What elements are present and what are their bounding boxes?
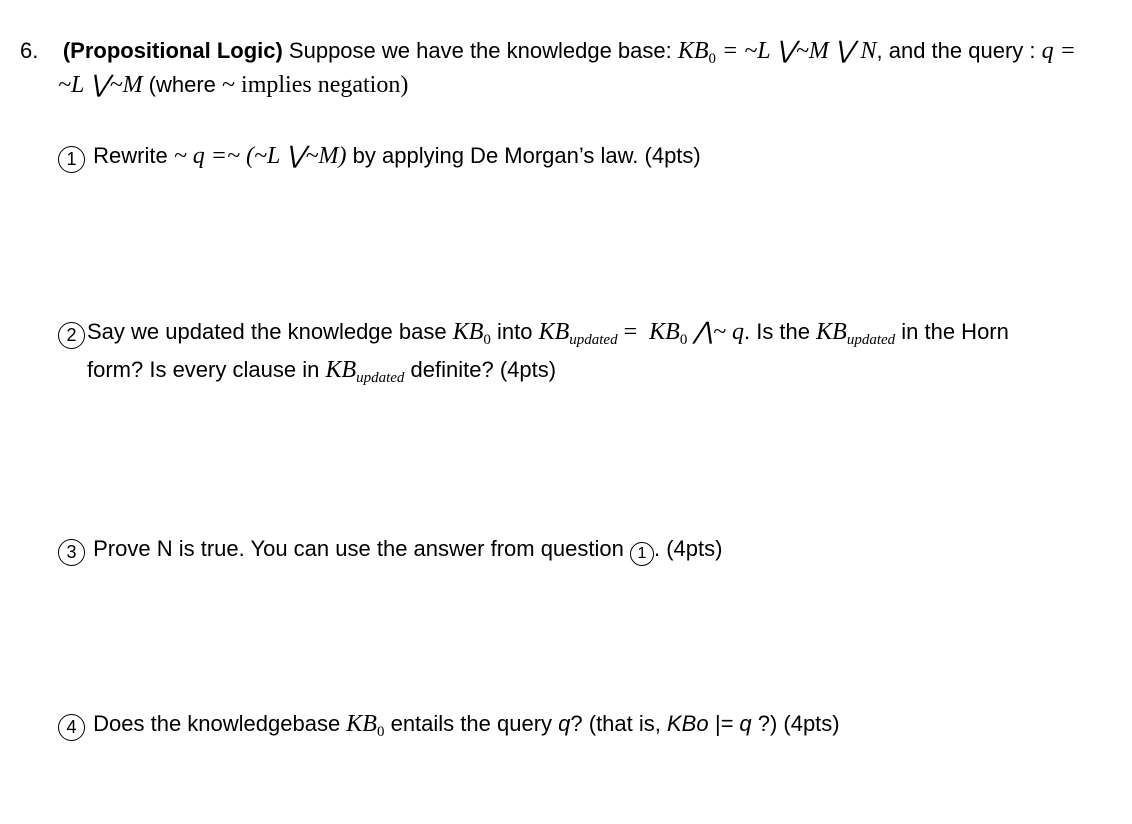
part-4-q: q (558, 711, 571, 736)
part-1 (58, 141, 701, 173)
part-4-kb0: $KB_0$ (346, 711, 385, 740)
part-2-equals: = (617, 319, 650, 345)
query-symbol: q = (1041, 38, 1076, 64)
part-1-math: ~ q =~ (~L ⋁~M) (173, 143, 347, 169)
part-2-definite: definite? (4pts) (404, 357, 557, 382)
part-3-text: Prove N is true. You can use the answer from question (93, 536, 630, 561)
question-number: 6. (20, 38, 39, 63)
part-2-horn: in the Horn (895, 319, 1009, 344)
part-4-text: Does the knowledgebase (93, 711, 347, 736)
part-1-text: Rewrite (93, 143, 174, 168)
question-intro-cont: , and the query : (876, 38, 1042, 63)
part-4-entail-expr: KBo |= q (666, 711, 752, 736)
part-2-kb-updated-b: $KB_{updated}$ (816, 319, 896, 348)
question-intro: Suppose we have the knowledge base: (282, 38, 678, 63)
part-2-kb0-b: $KB_0$ (649, 319, 688, 348)
part-3-text-cont: . (4pts) (653, 536, 723, 561)
part-3-ref-marker: 1 (630, 542, 654, 566)
part-4 (58, 709, 840, 741)
part-3-marker: 3 (58, 539, 85, 566)
where-text: (where (142, 72, 223, 97)
part-2-text: Say we updated the knowledge base (87, 319, 453, 344)
part-2-kb-updated: $KB_{updated}$ (538, 319, 618, 348)
negation-note: ~ implies negation) (222, 72, 409, 98)
part-2-marker: 2 (58, 322, 85, 349)
part-2-line-2 (87, 355, 556, 385)
kb0-expression: = ~L ⋁~M ⋁ N (716, 38, 877, 64)
query-expression: ~L ⋁~M (58, 72, 143, 98)
part-2 (58, 317, 1009, 349)
part-1-text-cont: by applying De Morgan’s law. (4pts) (346, 143, 701, 168)
part-2-and-not-q: ⋀~ q (687, 319, 744, 345)
part-2-kb-updated-c: $KB_{updated}$ (325, 357, 405, 386)
kb0-symbol: $KB_0$ (677, 38, 717, 67)
part-2-into: into (490, 319, 539, 344)
part-1-marker: 1 (58, 146, 85, 173)
part-4-entails: entails the query (384, 711, 559, 736)
part-2-is-the: . Is the (743, 319, 817, 344)
question-header-line-2 (58, 70, 408, 100)
part-3 (58, 534, 722, 566)
part-2-kb0: $KB_0$ (452, 319, 491, 348)
part-4-pts: ?) (4pts) (751, 711, 840, 736)
part-4-marker: 4 (58, 714, 85, 741)
question-header-line (20, 36, 1076, 66)
part-2-form: form? Is every clause in (87, 357, 326, 382)
question-title: (Propositional Logic) (62, 38, 283, 63)
part-4-that-is: ? (that is, (570, 711, 667, 736)
